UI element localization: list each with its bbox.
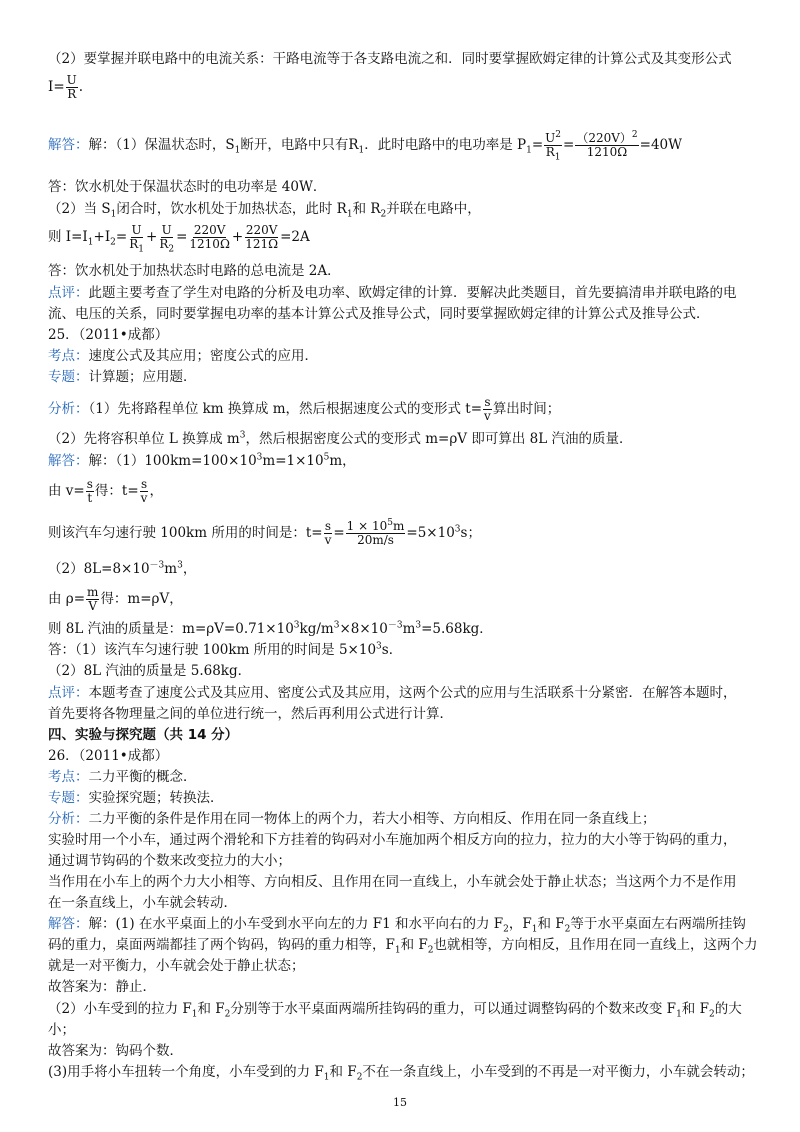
formula-line: 由 ρ= $\frac{m}{V}$ 得：m=ρV， bbox=[48, 585, 183, 613]
text-line: 码的重力，桌面两端都挂了两个钩码，钩码的重力相等，$F_1$和 $F_2$也就相等，方向相反，且作用在同一直线上，这两个力 bbox=[48, 937, 758, 956]
comment-line: 点评：此题主要考查了学生对电路的分析及电功率、欧姆定律的计算．要解决此类题目，首先要搞清串并联电路的电 bbox=[48, 285, 737, 301]
text-line: (3)用手将小车扭转一个角度，小车受到的力 $F_1$和 $F_2$不在一条直线上，小车受到的不再是一对平衡力，小车就会转动； bbox=[48, 1064, 754, 1083]
text-line: （2）要掌握并联电路中的电流关系：干路电流等于各支路电流之和．同时要掌握欧姆定律的计算公式及其变形公式 bbox=[48, 51, 732, 67]
point-line: 考点：速度公式及其应用；密度公式的应用． bbox=[48, 348, 318, 364]
text-line: 答：饮水机处于保温状态时的电功率是 40W． bbox=[48, 179, 327, 195]
text-line: 流、电压的关系，同时要掌握电功率的基本计算公式及推导公式，同时要掌握欧姆定律的计算公式及推导公式． bbox=[48, 306, 710, 322]
answer-label: 解答： bbox=[48, 916, 89, 932]
comment-line: 点评：本题考查了速度公式及其应用、密度公式及其应用，这两个公式的应用与生活联系十分紧密．在解答本题时， bbox=[48, 685, 737, 701]
text-line: 答：饮水机处于加热状态时电路的总电流是 2A． bbox=[48, 263, 341, 279]
page-number: 15 bbox=[393, 1096, 407, 1109]
text-line: （2）先将容积单位 L 换算成 $m^3$，然后根据密度公式的变形式 m=ρV 即可算出 8L 汽油的质量． bbox=[48, 430, 633, 447]
topic-label: 专题： bbox=[48, 790, 89, 806]
analysis-line: 分析：（1）先将路程单位 km 换算成 m，然后根据速度公式的变形式 t= $\frac{s}{v}$ 算出时间； bbox=[48, 395, 561, 423]
formula-line: I= $\frac{U}{R}$ . bbox=[48, 73, 84, 101]
text-line: 小； bbox=[48, 1022, 75, 1038]
analysis-label: 分析： bbox=[48, 401, 89, 417]
analysis-label: 分析： bbox=[48, 811, 89, 827]
analysis-line: 分析：二力平衡的条件是作用在同一物体上的两个力，若大小相等、方向相反、作用在同一条直线上； bbox=[48, 811, 656, 827]
text-line: （2）当 $S_1$闭合时，饮水机处于加热状态，此时 $R_1$和 $R_2$并联在电路中， bbox=[48, 201, 481, 220]
answer-line: 解答：解：(1) 在水平桌面上的小车受到水平向左的力 F1 和水平向右的力 $F_2$，$F_1$和 $F_2$等于水平桌面左右两端所挂钩 bbox=[48, 916, 746, 935]
point-label: 考点： bbox=[48, 769, 89, 785]
text-line: 通过调节钩码的个数来改变拉力的大小； bbox=[48, 853, 291, 869]
formula-line: 由 v= $\frac{s}{t}$ 得：t= $\frac{s}{v}$ ， bbox=[48, 477, 163, 505]
text-line: 故答案为：钩码个数． bbox=[48, 1043, 183, 1059]
text-line: 实验时用一个小车，通过两个滑轮和下方挂着的钩码对小车施加两个相反方向的拉力，拉力的大小等于钩码的重力， bbox=[48, 832, 737, 848]
formula-line: 则该汽车匀速行驶 100km 所用的时间是：t= $\frac{s}{v}$ = $\frac{1 \times 10^5m}{20m/s}$ $=5\times 10^3s$； bbox=[48, 518, 481, 547]
fraction: $\frac{U}{R}$ bbox=[66, 73, 77, 101]
text-line: 则 8L 汽油的质量是：$m=\rho V=0.71\times 10^3kg/m^3\times 8\times 10^{-3}m^3=5.68kg$． bbox=[48, 620, 493, 637]
problem-header: 25．（2011•成都） bbox=[48, 327, 169, 343]
point-line: 考点：二力平衡的概念． bbox=[48, 769, 197, 785]
problem-header: 26．（2011•成都） bbox=[48, 748, 169, 764]
formula-line: 则 $I=I_1+I_2=$ $\frac{U}{R_1}$ + $\frac{U}{R_2}$ = $\frac{220V}{1210\Omega}$ + $\frac{220V}{121\Omega}$ =2A bbox=[48, 223, 310, 255]
text-line: （2）小车受到的拉力 $F_1$和 $F_2$分别等于水平桌面两端所挂钩码的重力，可以通过调整钩码的个数来改变 $F_1$和 $F_2$的大 bbox=[48, 1001, 742, 1020]
topic-line: 专题：计算题；应用题． bbox=[48, 369, 197, 385]
answer-line: 解答：解：$(1)100km=100\times 10^3m=1\times 10^5m$， bbox=[48, 452, 356, 469]
answer-label: 解答： bbox=[48, 137, 89, 153]
text-line: 就是一对平衡力，小车就会处于静止状态； bbox=[48, 958, 305, 974]
comment-label: 点评： bbox=[48, 685, 89, 701]
section-heading: 四、实验与探究题（共 14 分） bbox=[48, 727, 239, 743]
text-line: $(2)8L=8\times 10^{-3}m^3$， bbox=[48, 560, 197, 577]
answer-line: 解答：解：（1）保温状态时，$S_1$断开，电路中只有$R_1$．此时电路中的电功率是 $P_1=$ $\frac{U^2}{R_1}$ = $\frac{(220V)^2}{1210\Omega}$ =40W bbox=[48, 130, 683, 163]
comment-label: 点评： bbox=[48, 285, 89, 301]
text-line: 首先要将各物理量之间的单位进行统一，然后再利用公式进行计算． bbox=[48, 706, 453, 722]
topic-line: 专题：实验探究题；转换法． bbox=[48, 790, 224, 806]
text-line: 故答案为：静止． bbox=[48, 979, 156, 995]
text-line: 答：（1）该汽车匀速行驶 100km 所用的时间是 $5\times 10^3s$． bbox=[48, 641, 403, 658]
text-line: （2）8L 汽油的质量是 5.68kg． bbox=[48, 663, 252, 679]
topic-label: 专题： bbox=[48, 369, 89, 385]
point-label: 考点： bbox=[48, 348, 89, 364]
text-line: 当作用在小车上的两个力大小相等、方向相反、且作用在同一直线上，小车就会处于静止状态；当这两个力不是作用 bbox=[48, 874, 737, 890]
answer-label: 解答： bbox=[48, 453, 89, 469]
text-line: 在一条直线上，小车就会转动． bbox=[48, 895, 237, 911]
